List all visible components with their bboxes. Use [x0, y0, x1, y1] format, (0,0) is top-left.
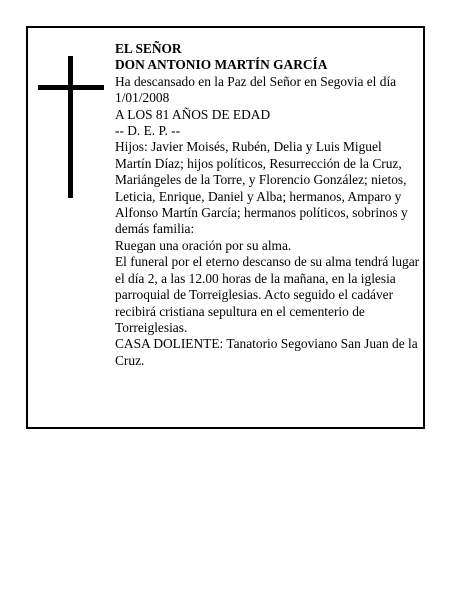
- prayer-line: Ruegan una oración por su alma.: [115, 237, 292, 253]
- funeral-paragraph: El funeral por el eterno descanso de su alma tendrá lugar el día 2, a las 12.00 horas de la mañana, en la iglesia parroquial de Torreiglesias. Acto seguido el cadáver recibirá cristiana sepultura en el cementerio de Torreiglesias.: [115, 254, 420, 335]
- family-paragraph: Hijos: Javier Moisés, Rubén, Delia y Luis Miguel Martín Díaz; hijos políticos, Resurrección de la Cruz, Mariángeles de la Torre, y Florencio González; nietos, Leticia, Enrique, Daniel y Alba; hermanos, Amparo y Alfonso Martín García; hermanos políticos, sobrinos y demás familia:: [115, 139, 408, 237]
- rest-statement: Ha descansado en la Paz del Señor en Segovia el día 1/01/2008: [115, 73, 397, 106]
- cross-vertical-bar: [68, 56, 73, 198]
- mortuary-line: CASA DOLIENTE: Tanatorio Segoviano San Juan de la Cruz.: [115, 336, 418, 368]
- rip-line: -- D. E. P. --: [115, 123, 181, 139]
- notice-text: [115, 41, 421, 369]
- obituary-notice: [26, 26, 425, 429]
- notice-title: EL SEÑOR: [115, 41, 182, 56]
- age-line: A LOS 81 AÑOS DE EDAD: [115, 106, 271, 122]
- deceased-name: DON ANTONIO MARTÍN GARCÍA: [115, 57, 328, 73]
- cross-horizontal-bar: [38, 85, 104, 90]
